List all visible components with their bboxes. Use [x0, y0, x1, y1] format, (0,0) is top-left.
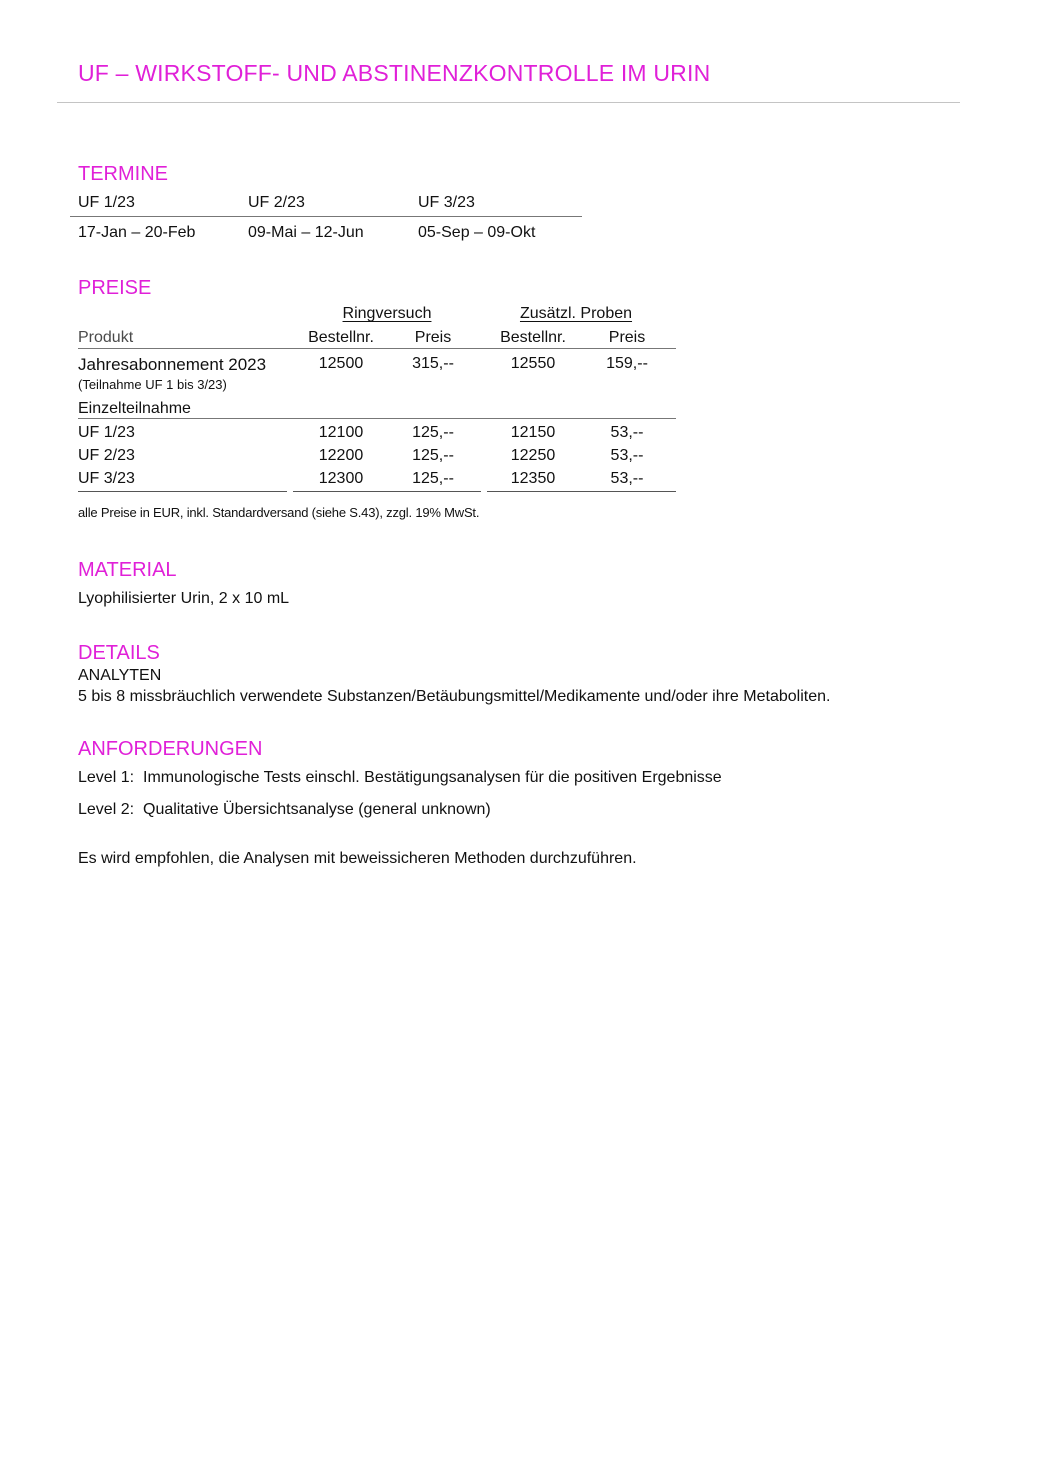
- col-zus-preis: Preis: [608, 329, 646, 346]
- col-ring-bestellnr: Bestellnr.: [308, 329, 374, 346]
- row-uf1-ring-bestellnr: 12100: [318, 424, 364, 441]
- title-divider: [57, 102, 960, 103]
- jahres-zus-bestellnr: 12550: [510, 355, 556, 372]
- termine-heading: TERMINE: [78, 163, 168, 185]
- row-uf1-zus-bestellnr: 12150: [510, 424, 556, 441]
- level1-label: Level 1:: [78, 769, 135, 786]
- row-uf2-zus-bestellnr: 12250: [510, 447, 556, 464]
- group-zusaetzl-proben: Zusätzl. Proben: [519, 305, 633, 322]
- row-uf3-ring-bestellnr: 12300: [318, 470, 364, 487]
- row-uf3-zus-preis: 53,--: [610, 470, 644, 487]
- jahres-sub: (Teilnahme UF 1 bis 3/23): [78, 377, 227, 392]
- jahres-label: Jahresabonnement 2023: [78, 355, 267, 374]
- termine-divider: [70, 216, 582, 217]
- preise-heading: PREISE: [78, 277, 152, 299]
- recommendation-text: Es wird empfohlen, die Analysen mit beweissicheren Methoden durchzuführen.: [78, 850, 637, 867]
- row-uf2-zus-preis: 53,--: [610, 447, 644, 464]
- einzel-divider: [78, 418, 676, 419]
- table-bottom-rule-zusaetzl: [487, 491, 676, 492]
- group-ringversuch: Ringversuch: [342, 305, 432, 322]
- level2-text: Qualitative Übersichtsanalyse (general unknown): [143, 801, 491, 818]
- row-uf3-zus-bestellnr: 12350: [510, 470, 556, 487]
- termine-date-3: 05-Sep – 09-Okt: [418, 224, 536, 241]
- row-uf3-label: UF 3/23: [78, 470, 135, 487]
- row-uf1-label: UF 1/23: [78, 424, 135, 441]
- jahres-zus-preis: 159,--: [606, 355, 648, 372]
- details-subheading: ANALYTEN: [78, 667, 162, 684]
- details-text: 5 bis 8 missbräuchlich verwendete Substanzen/Betäubungsmittel/Medikamente und/oder ihre Metaboliten.: [78, 688, 831, 705]
- table-bottom-rule-product: [78, 491, 287, 492]
- table-bottom-rule-ringversuch: [293, 491, 481, 492]
- col-ring-preis: Preis: [414, 329, 452, 346]
- preise-header-divider: [78, 348, 676, 349]
- jahres-ring-preis: 315,--: [412, 355, 454, 372]
- row-uf3-ring-preis: 125,--: [412, 470, 454, 487]
- material-heading: MATERIAL: [78, 559, 177, 581]
- termine-col-1: UF 1/23: [78, 194, 135, 211]
- anforderungen-heading: ANFORDERUNGEN: [78, 738, 263, 760]
- col-zus-bestellnr: Bestellnr.: [500, 329, 566, 346]
- col-produkt: Produkt: [78, 329, 134, 346]
- jahres-ring-bestellnr: 12500: [318, 355, 364, 372]
- row-uf1-ring-preis: 125,--: [412, 424, 454, 441]
- level1-text: Immunologische Tests einschl. Bestätigungsanalysen für die positiven Ergebnisse: [143, 769, 722, 786]
- termine-date-2: 09-Mai – 12-Jun: [248, 224, 364, 241]
- details-heading: DETAILS: [78, 642, 160, 664]
- einzel-label: Einzelteilnahme: [78, 400, 191, 417]
- termine-col-2: UF 2/23: [248, 194, 305, 211]
- row-uf2-ring-preis: 125,--: [412, 447, 454, 464]
- preise-note: alle Preise in EUR, inkl. Standardversand (siehe S.43), zzgl. 19% MwSt.: [78, 505, 480, 520]
- level2-label: Level 2:: [78, 801, 135, 818]
- termine-col-3: UF 3/23: [418, 194, 475, 211]
- termine-date-1: 17-Jan – 20-Feb: [78, 224, 196, 241]
- page-title: UF – WIRKSTOFF- UND ABSTINENZKONTROLLE IM URIN: [78, 60, 711, 86]
- row-uf2-ring-bestellnr: 12200: [318, 447, 364, 464]
- row-uf2-label: UF 2/23: [78, 447, 135, 464]
- material-text: Lyophilisierter Urin, 2 x 10 mL: [78, 590, 290, 607]
- row-uf1-zus-preis: 53,--: [610, 424, 644, 441]
